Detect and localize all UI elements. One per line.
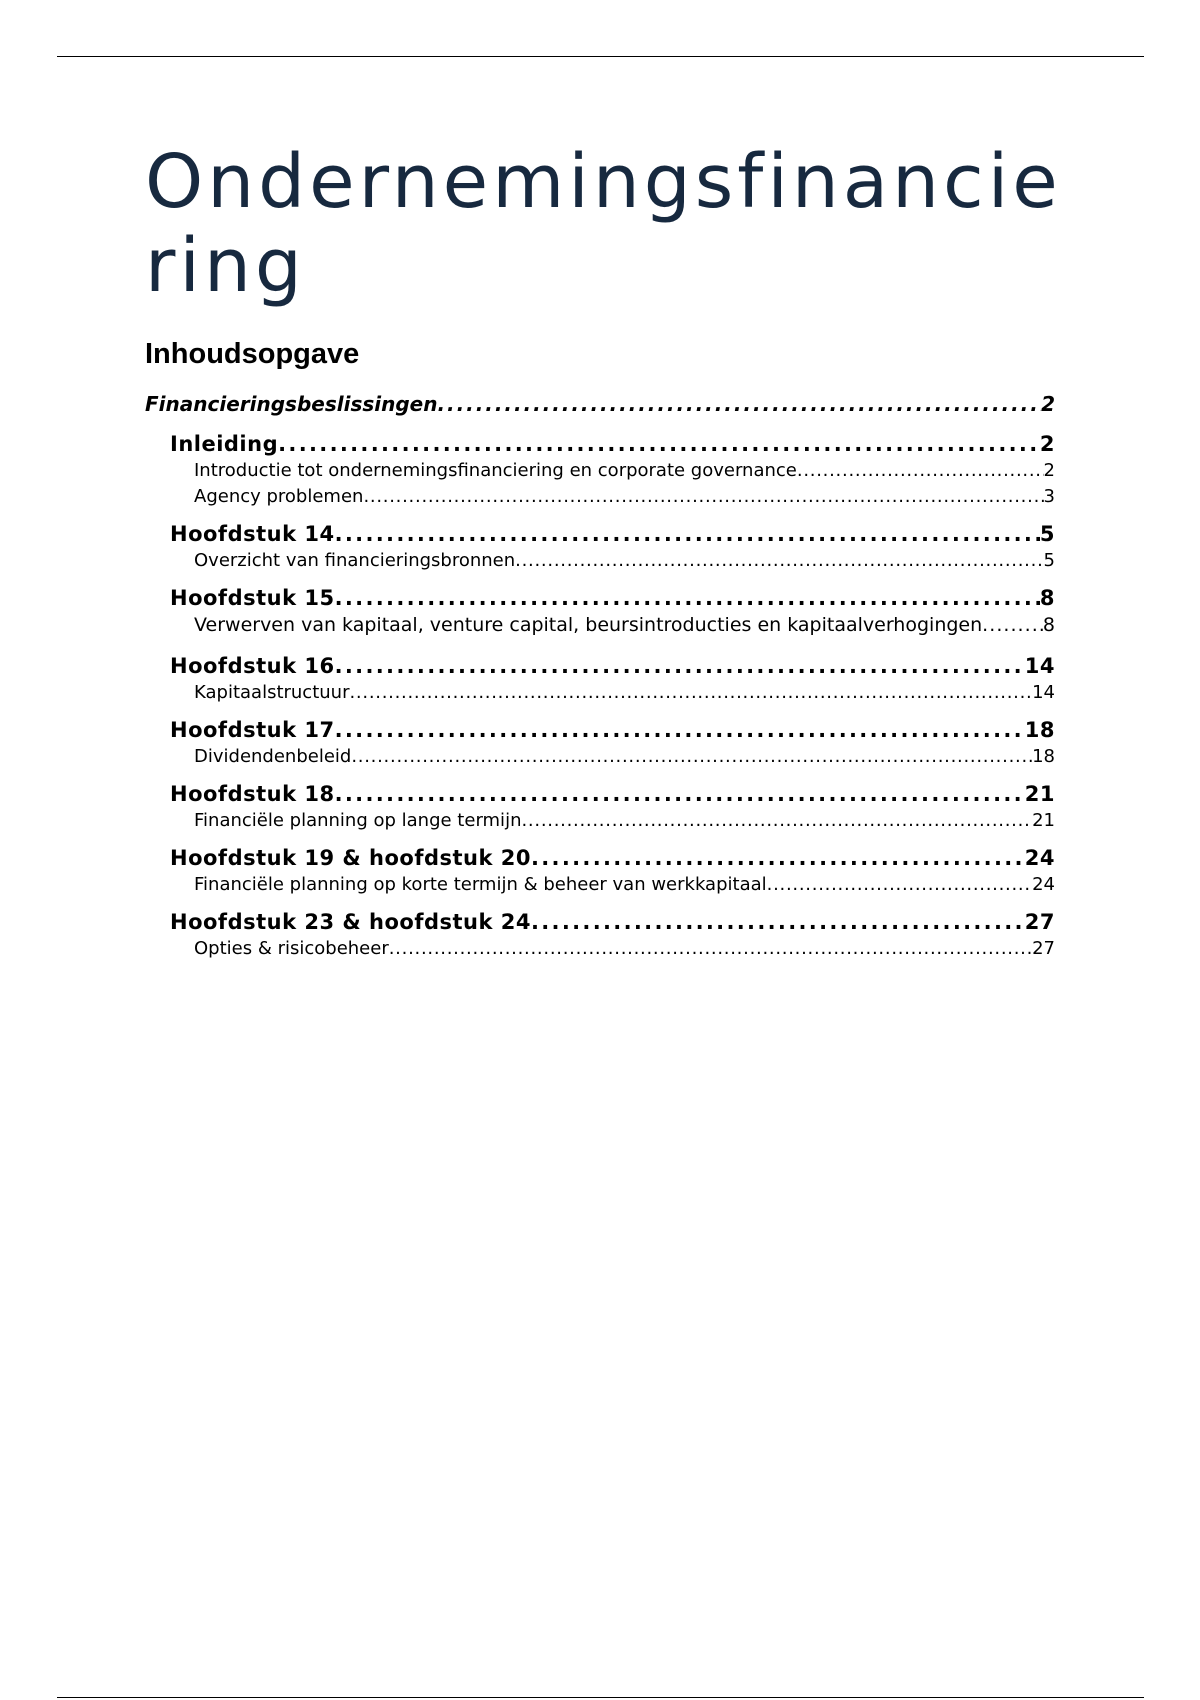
toc-entry-label: Overzicht van financieringsbronnen — [194, 550, 516, 571]
toc-section-entry[interactable] — [145, 586, 1055, 614]
toc-subsection-entry[interactable] — [145, 938, 1055, 964]
toc-page-number: 5 — [1039, 522, 1055, 546]
toc-entry-label: Dividendenbeleid — [194, 746, 352, 767]
document-title: Ondernemingsfinanciering — [145, 139, 1062, 309]
toc-entry-label: Hoofdstuk 15 — [170, 586, 335, 610]
toc-leader-dots — [363, 486, 1043, 507]
toc-page-number: 21 — [1032, 810, 1055, 831]
toc-leader-dots — [335, 782, 1025, 806]
toc-leader-dots — [521, 810, 1032, 831]
toc-subsection-entry[interactable] — [145, 486, 1055, 512]
toc-page-number: 14 — [1024, 654, 1055, 678]
toc-page-number: 24 — [1024, 846, 1055, 870]
toc-page-number: 3 — [1043, 486, 1055, 507]
toc-leader-dots — [437, 392, 1041, 416]
toc-section-entry[interactable] — [145, 910, 1055, 938]
toc-leader-dots — [335, 586, 1040, 610]
toc-subsection-entry[interactable] — [145, 614, 1055, 644]
toc-page-number: 18 — [1032, 746, 1055, 767]
toc-leader-dots — [982, 614, 1043, 636]
toc-entry-label: Opties & risicobeheer — [194, 938, 389, 959]
toc-entry-label: Financiële planning op korte termijn & beheer van werkkapitaal — [194, 874, 767, 895]
toc-part-entry[interactable] — [145, 392, 1055, 420]
toc-entry-label: Hoofdstuk 23 & hoofdstuk 24 — [170, 910, 531, 934]
toc-page-number: 27 — [1032, 938, 1055, 959]
toc-page-number: 5 — [1043, 550, 1055, 571]
toc-leader-dots — [515, 550, 1043, 571]
toc-page-number: 2 — [1041, 392, 1055, 416]
toc-leader-dots — [389, 938, 1032, 959]
toc-leader-dots — [335, 522, 1040, 546]
toc-section-entry[interactable] — [145, 846, 1055, 874]
toc-entry-label: Inleiding — [170, 432, 279, 456]
toc-section-entry[interactable] — [145, 654, 1055, 682]
toc-entry-label: Financieringsbeslissingen — [145, 392, 438, 416]
toc-subsection-entry[interactable] — [145, 874, 1055, 900]
toc-subsection-entry[interactable] — [145, 682, 1055, 708]
toc-leader-dots — [531, 910, 1025, 934]
footer-rule — [57, 1697, 1144, 1698]
toc-section-entry[interactable] — [145, 432, 1055, 460]
toc-page-number: 14 — [1032, 682, 1055, 703]
toc-leader-dots — [351, 746, 1032, 767]
toc-subsection-entry[interactable] — [145, 810, 1055, 836]
toc-entry-label: Verwerven van kapitaal, venture capital, beursintroducties en kapitaalverhogingen — [194, 614, 983, 636]
toc-leader-dots — [278, 432, 1040, 456]
toc-entry-label: Financiële planning op lange termijn — [194, 810, 522, 831]
toc-entry-label: Hoofdstuk 17 — [170, 718, 335, 742]
toc-subsection-entry[interactable] — [145, 746, 1055, 772]
toc-page-number: 18 — [1024, 718, 1055, 742]
toc-entry-label: Hoofdstuk 19 & hoofdstuk 20 — [170, 846, 531, 870]
toc-section-entry[interactable] — [145, 522, 1055, 550]
toc-page-number: 8 — [1042, 614, 1055, 636]
toc-page-number: 2 — [1043, 460, 1055, 481]
toc-entry-label: Kapitaalstructuur — [194, 682, 350, 703]
toc-leader-dots — [349, 682, 1032, 703]
toc-page-number: 24 — [1032, 874, 1055, 895]
header-rule — [57, 56, 1144, 57]
toc-subsection-entry[interactable] — [145, 460, 1055, 486]
toc-entry-label: Hoofdstuk 18 — [170, 782, 335, 806]
toc-section-entry[interactable] — [145, 782, 1055, 810]
table-of-contents — [145, 392, 1055, 964]
toc-entry-label: Hoofdstuk 16 — [170, 654, 335, 678]
toc-page-number: 8 — [1039, 586, 1055, 610]
toc-leader-dots — [767, 874, 1032, 895]
toc-entry-label: Introductie tot ondernemingsfinanciering en corporate governance — [194, 460, 797, 481]
toc-page-number: 27 — [1024, 910, 1055, 934]
toc-leader-dots — [335, 718, 1025, 742]
toc-leader-dots — [335, 654, 1025, 678]
toc-leader-dots — [531, 846, 1025, 870]
toc-leader-dots — [797, 460, 1044, 481]
toc-subsection-entry[interactable] — [145, 550, 1055, 576]
toc-entry-label: Agency problemen — [194, 486, 364, 507]
toc-section-entry[interactable] — [145, 718, 1055, 746]
toc-entry-label: Hoofdstuk 14 — [170, 522, 335, 546]
toc-heading: Inhoudsopgave — [145, 338, 360, 370]
toc-page-number: 21 — [1024, 782, 1055, 806]
toc-page-number: 2 — [1039, 432, 1055, 456]
